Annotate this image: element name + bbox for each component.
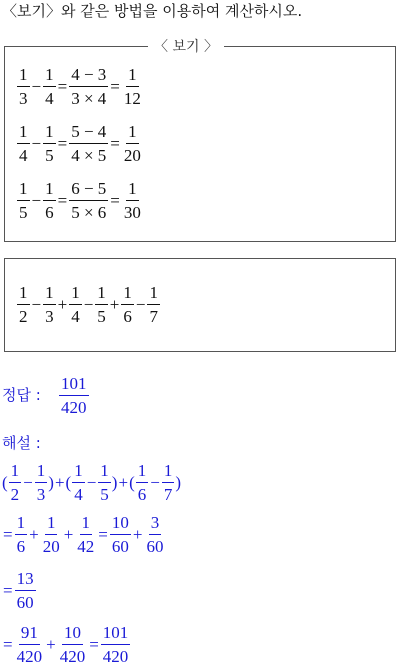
fraction: $\frac{1}{30}$ (123, 179, 141, 222)
fraction: $\frac{1}{4}$ (19, 122, 28, 165)
expression-term: $\frac{1}{4}$ (71, 283, 80, 326)
example-rows (16, 66, 144, 221)
fraction: $\frac{1}{42}$ (77, 513, 95, 556)
fraction: $\frac{1}{5}$ (19, 179, 28, 222)
operator: − (135, 294, 146, 314)
operator: = (98, 524, 108, 544)
fraction: $\frac{3}{60}$ (146, 513, 164, 556)
operator: + (118, 472, 129, 492)
fraction: $\frac{4 - 3}{3 \times 4}$ (71, 65, 107, 108)
fraction: $\frac{10}{60}$ (111, 513, 129, 556)
operator: − (31, 294, 42, 314)
fraction: $\frac{1}{6}$ (45, 179, 54, 222)
solution-label: 해설 : (2, 434, 41, 452)
solution-line-3 (2, 570, 37, 611)
operator: + (63, 524, 74, 544)
operator: = (110, 133, 120, 153)
fraction: $\frac{1}{12}$ (123, 65, 141, 108)
expression-term: $\frac{1}{5}$ (97, 283, 106, 326)
operator: = (110, 190, 120, 210)
operator: = (3, 580, 13, 600)
fraction: $\frac{1}{4}$ (45, 65, 54, 108)
fraction: $\frac{1}{3}$ (36, 461, 46, 504)
example-row (16, 66, 144, 107)
operator: + (54, 472, 65, 492)
fraction: $\frac{1}{6}$ (137, 461, 147, 504)
operator: − (83, 294, 94, 314)
fraction: $\frac{1}{3}$ (19, 65, 28, 108)
parenthesis: ( (129, 472, 135, 492)
operator: = (3, 634, 13, 654)
operator: + (57, 294, 68, 314)
fraction: $\frac{1}{2}$ (10, 461, 20, 504)
example-row (16, 123, 144, 164)
solution-line-2 (2, 514, 166, 555)
operator: − (31, 133, 42, 153)
operator: = (57, 76, 68, 96)
operator: = (89, 634, 99, 654)
operator: − (86, 472, 97, 492)
example-row (16, 180, 144, 221)
expression-term: $\frac{1}{7}$ (149, 283, 158, 326)
operator: + (109, 294, 120, 314)
fraction: $\frac{1}{5}$ (100, 461, 109, 504)
fraction: $\frac{1}{20}$ (123, 122, 141, 165)
operator: + (29, 524, 39, 544)
expression-term: $\frac{1}{2}$ (19, 283, 28, 326)
solution-line-4 (2, 624, 131, 665)
expression (16, 284, 161, 325)
fraction: $\frac{1}{4}$ (74, 461, 83, 504)
operator: = (57, 133, 68, 153)
expression-term: $\frac{1}{6}$ (123, 283, 132, 326)
operator: − (23, 472, 33, 492)
operator: = (110, 76, 120, 96)
fraction: $\frac{13}{60}$ (16, 569, 34, 612)
fraction: $\frac{6 - 5}{5 \times 6}$ (71, 179, 107, 222)
parenthesis: ( (2, 472, 8, 492)
parenthesis: ( (65, 472, 72, 492)
answer-label: 정답 : (2, 386, 41, 404)
answer-value (58, 375, 90, 416)
fraction: $\frac{1}{5}$ (45, 122, 54, 165)
operator: − (31, 76, 42, 96)
fraction: $\frac{101}{420}$ (102, 623, 129, 666)
operator: + (46, 634, 56, 654)
parenthesis: ) (48, 472, 54, 492)
fraction: $\frac{1}{6}$ (16, 513, 26, 556)
operator: − (150, 472, 160, 492)
fraction: $\frac{1}{20}$ (42, 513, 60, 556)
fraction: $\frac{91}{420}$ (16, 623, 43, 666)
fraction: $\frac{10}{420}$ (59, 623, 86, 666)
solution-line-1 (2, 462, 181, 503)
fraction: $\frac{5 - 4}{4 \times 5}$ (71, 122, 107, 165)
problem-statement: 〈보기〉와 같은 방법을 이용하여 계산하시오. (2, 2, 303, 20)
operator: + (132, 524, 143, 544)
parenthesis: ) (111, 472, 118, 492)
expression-term: $\frac{1}{3}$ (45, 283, 54, 326)
example-box-title: 〈 보기 〉 (148, 36, 224, 56)
operator: − (31, 190, 42, 210)
fraction: $\frac{1}{7}$ (163, 461, 173, 504)
operator: = (57, 190, 68, 210)
operator: = (3, 524, 13, 544)
answer-fraction: $\frac{101}{420}$ (61, 374, 87, 417)
parenthesis: ) (175, 472, 181, 492)
